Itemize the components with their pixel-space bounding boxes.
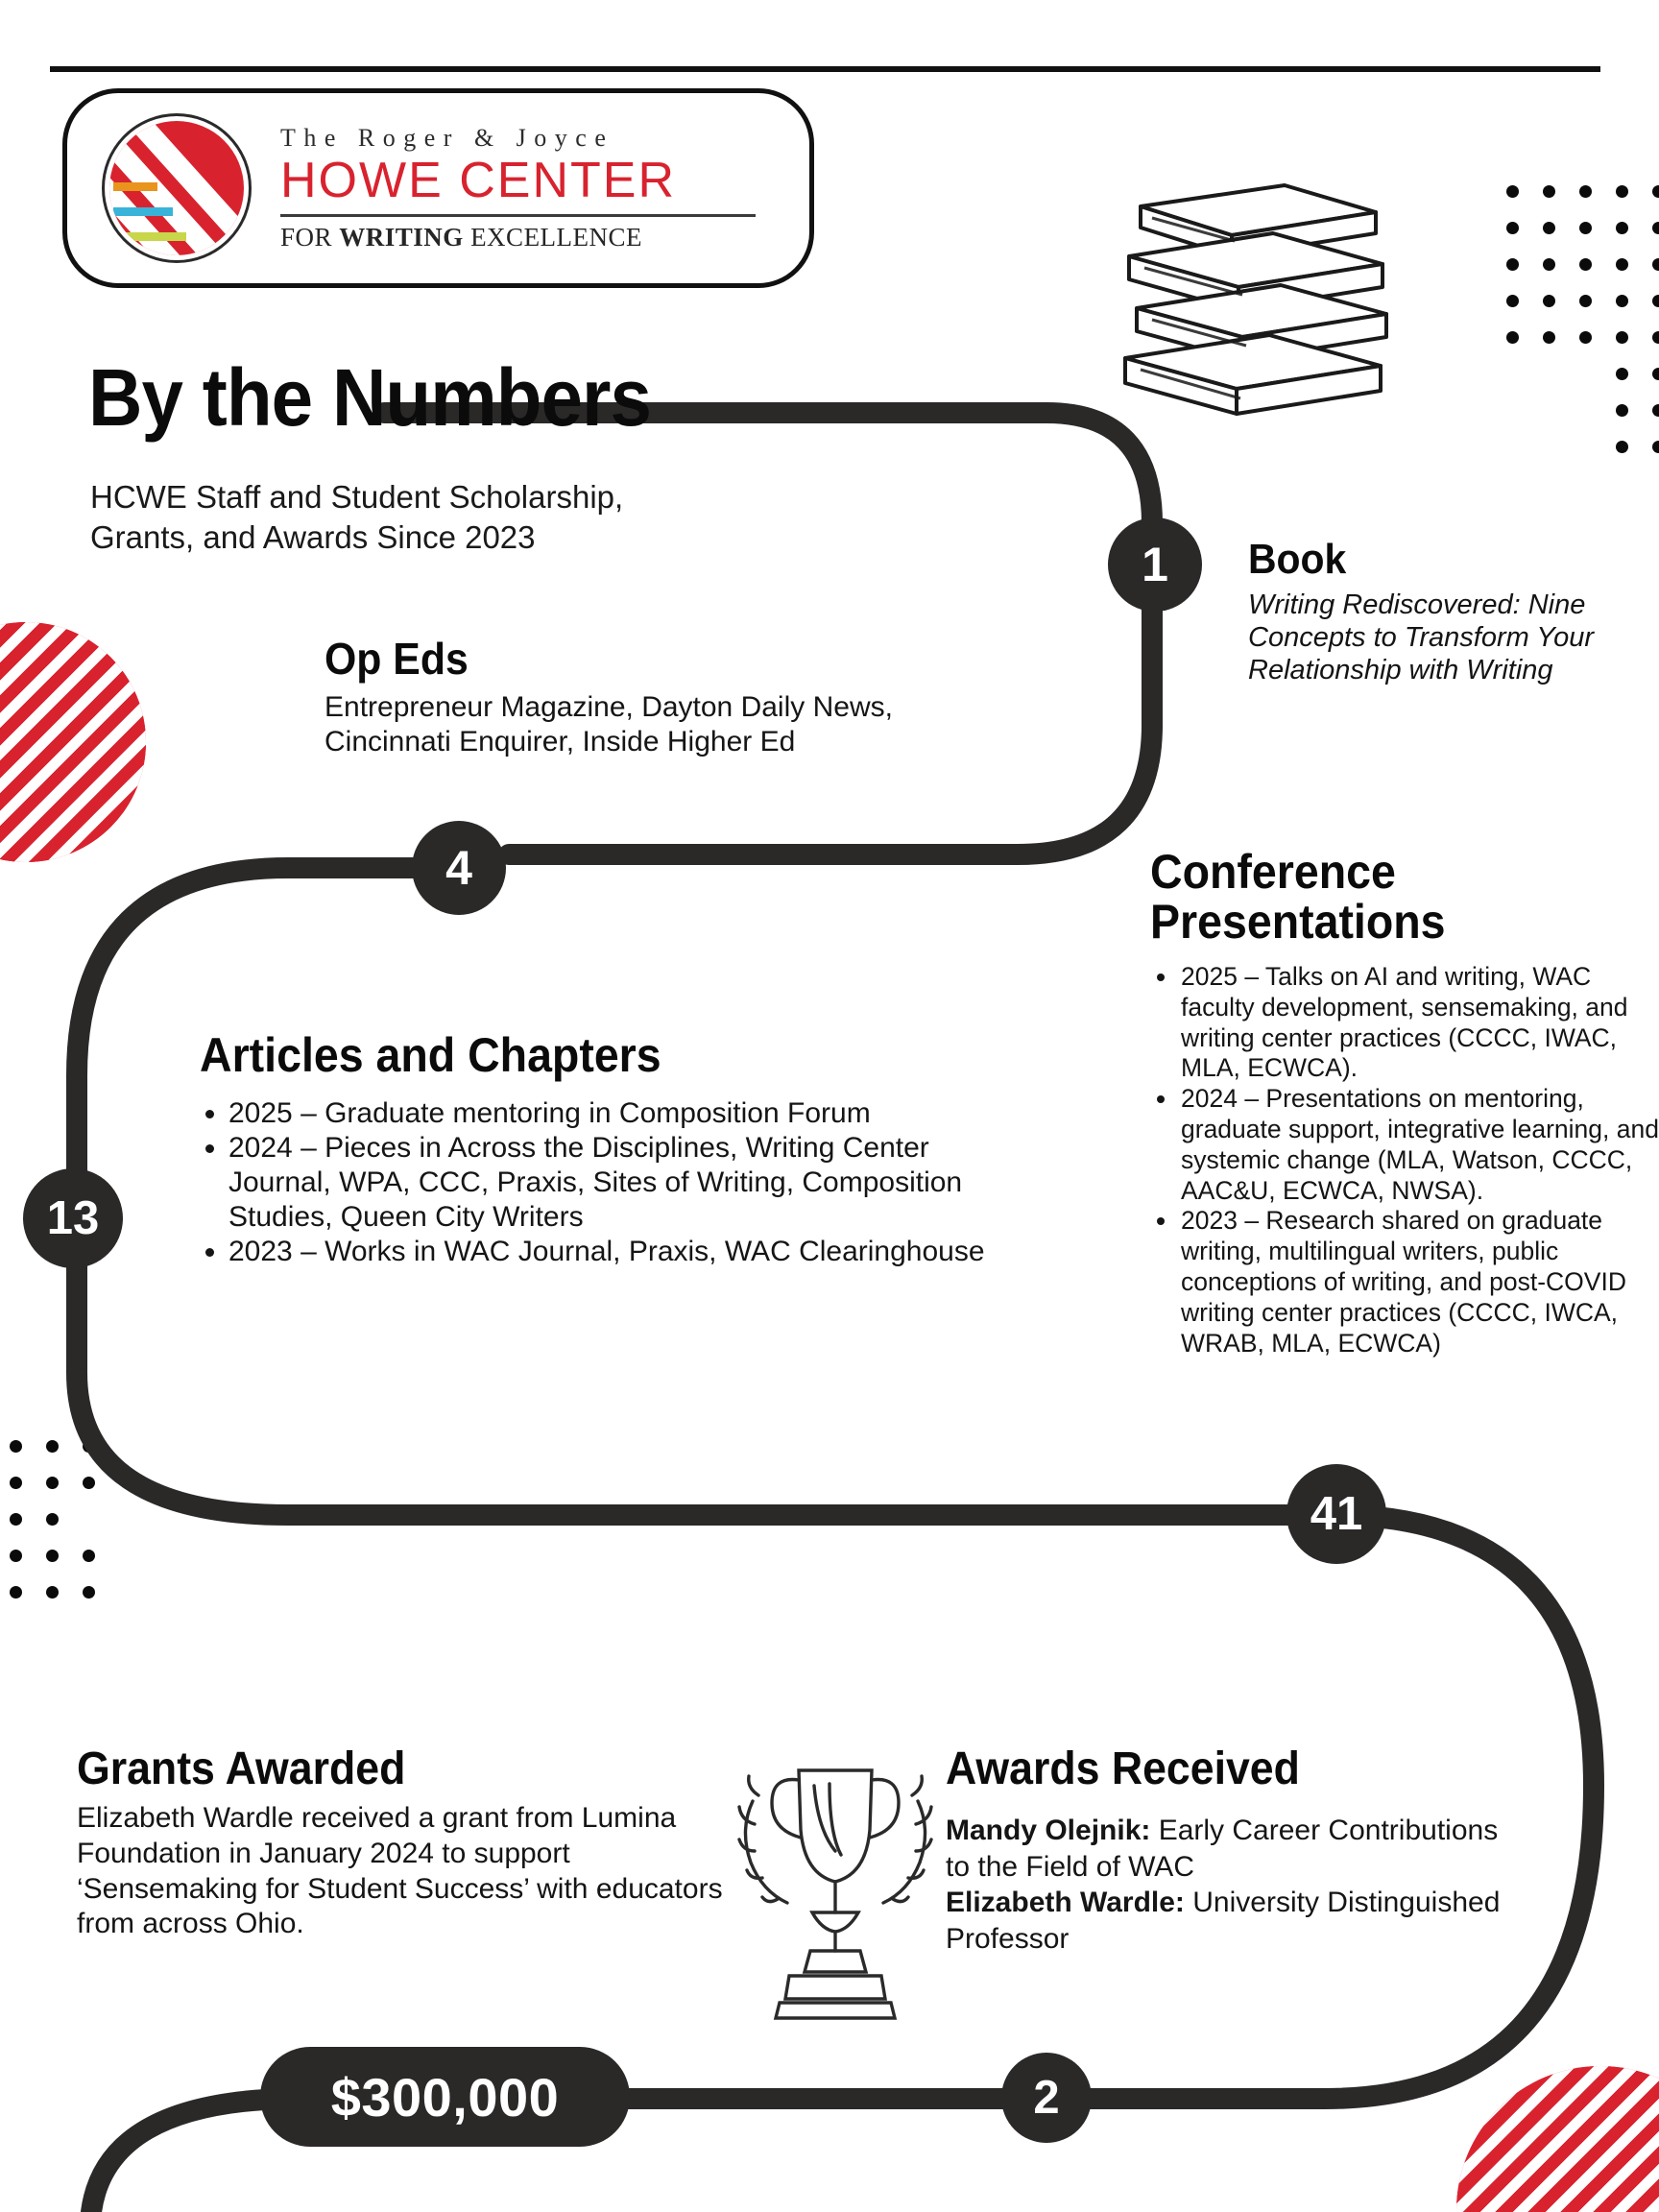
- node-count-op-eds: 4: [412, 821, 506, 915]
- path-grants-tail: [91, 2099, 288, 2212]
- list-item: • 2024 – Presentations on mentoring, graduate support, integrative learning, and systemic change (MLA, Watson, CCCC, AAC&U, ECWCA, NWSA).: [1179, 1084, 1659, 1206]
- page-subtitle: HCWE Staff and Student Scholarship, Grants, and Awards Since 2023: [90, 479, 624, 556]
- list-item: • 2025 – Graduate mentoring in Composition Forum: [228, 1096, 997, 1131]
- section-op-eds: [325, 636, 1025, 759]
- section-conference-list: [1150, 962, 1659, 1358]
- logo-line-1: The Roger & Joyce: [280, 123, 614, 152]
- list-item: • 2025 – Talks on AI and writing, WAC faculty development, sensemaking, and writing center practices (CCCC, IWAC, MLA, ECWCA).: [1179, 962, 1659, 1084]
- award-recipient-name: Mandy Olejnik:: [946, 1815, 1151, 1847]
- section-conference-heading: Conference Presentations: [1150, 845, 1446, 949]
- howe-center-logomark-icon: [102, 113, 252, 263]
- section-articles: [200, 1030, 997, 1269]
- section-book: [1248, 538, 1647, 687]
- award-entry: [946, 1813, 1503, 1885]
- section-grants-description: Elizabeth Wardle received a grant from Lumina Foundation in January 2024 to support ‘Sensemaking for Student Success’ with educators from across Ohio.: [77, 1802, 723, 1940]
- section-conference: [1150, 847, 1659, 1358]
- award-entry: [946, 1885, 1503, 1957]
- logo-line3-suffix: EXCELLENCE: [463, 223, 643, 252]
- stack-of-books-icon: [1102, 168, 1409, 432]
- logo-line-3: [280, 223, 781, 252]
- logo-line3-bold: WRITING: [339, 223, 464, 252]
- node-amount-grants: $300,000: [260, 2047, 630, 2147]
- award-detail: Early Career Contributions to the Field of WAC: [946, 1815, 1499, 1883]
- node-count-awards: 2: [1001, 2053, 1092, 2143]
- section-articles-heading: Articles and Chapters: [200, 1028, 661, 1082]
- howe-center-logo: [62, 88, 814, 288]
- award-detail: University Distinguished Professor: [946, 1887, 1501, 1955]
- section-awards-entries: [946, 1813, 1503, 1957]
- node-count-articles: 13: [23, 1168, 123, 1268]
- logo-line-2: HOWE CENTER: [280, 152, 676, 208]
- section-op-eds-description: Entrepreneur Magazine, Dayton Daily News, Cincinnati Enquirer, Inside Higher Ed: [325, 691, 893, 758]
- section-articles-list: [200, 1096, 997, 1269]
- section-grants-heading: Grants Awarded: [77, 1743, 406, 1794]
- node-count-book: 1: [1108, 517, 1202, 612]
- page-title: By the Numbers: [88, 352, 652, 443]
- section-book-heading: Book: [1248, 536, 1347, 583]
- section-grants: [77, 1745, 749, 1942]
- list-item: • 2023 – Works in WAC Journal, Praxis, WAC Clearinghouse: [228, 1235, 997, 1269]
- list-item: • 2024 – Pieces in Across the Disciplines, Writing Center Journal, WPA, CCC, Praxis, Sites of Writing, Composition Studies, Queen City Writers: [228, 1131, 997, 1235]
- list-item: • 2023 – Research shared on graduate writing, multilingual writers, public conceptions of writing, and post-COVID writing center practices (CCCC, IWCA, WRAB, MLA, ECWCA): [1179, 1206, 1659, 1358]
- logo-line3-prefix: FOR: [280, 223, 340, 252]
- logo-wordmark: [280, 124, 809, 253]
- section-op-eds-heading: Op Eds: [325, 634, 469, 684]
- trophy-icon: [730, 1738, 941, 2026]
- section-awards-heading: Awards Received: [946, 1743, 1300, 1794]
- section-book-description: Writing Rediscovered: Nine Concepts to Transform Your Relationship with Writing: [1248, 589, 1594, 686]
- section-awards: [946, 1745, 1503, 1957]
- logo-divider: [280, 214, 756, 217]
- node-count-conference: 41: [1286, 1464, 1386, 1564]
- award-recipient-name: Elizabeth Wardle:: [946, 1887, 1185, 1919]
- logomark-disc: [109, 121, 244, 255]
